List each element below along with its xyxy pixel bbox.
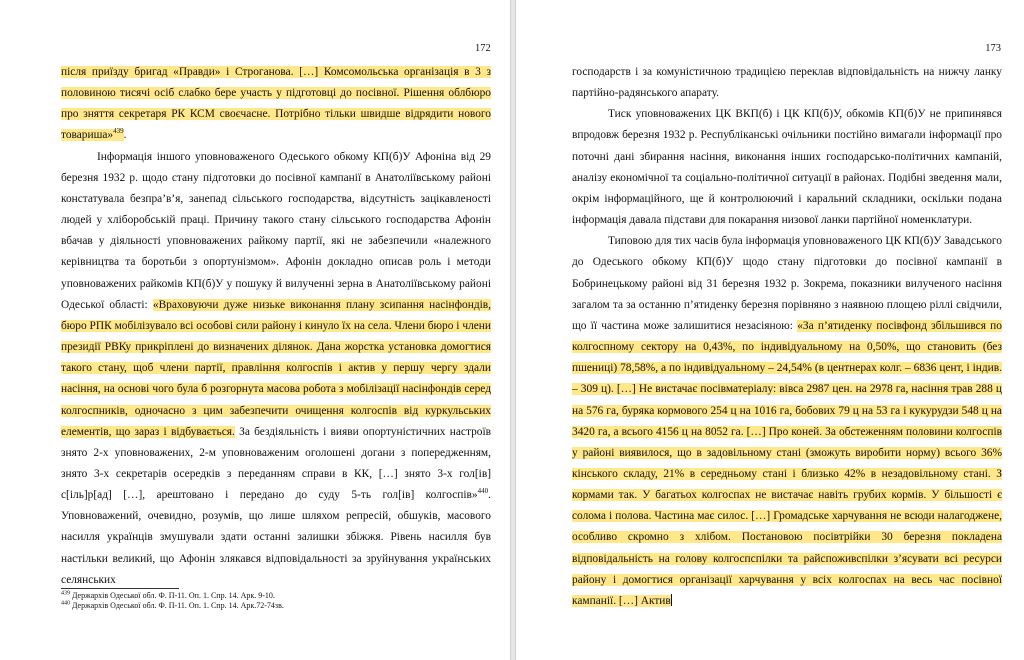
- footnote-number: 439: [61, 590, 70, 597]
- page-number: 172: [475, 43, 491, 54]
- paragraph: [61, 62, 491, 147]
- right-page: [515, 0, 1024, 660]
- text-run: .: [123, 129, 127, 142]
- paragraph: [61, 147, 491, 591]
- footnote-text: Держархів Одеської обл. Ф. П-11. Оп. 1. Спр. 14. Арк.72-74зв.: [70, 601, 284, 610]
- text-run: Інформація іншого уповноваженого Одеського обкому КП(б)У Афоніна від 29 березня 1932 р. щодо стану підготовки до посівної кампанії в Анатоліївському районі констатувала безпра’в’я, занепад сільського господарства, відсутність зацікавленості людей у хліборобській праці. Причину такого стану сільського господарства Афонін вбачав у діяльності уповноважених райкому партії, які не забезпечили «належного керівництва та боротьби з опортунізмом». Афонін докладно описав роль і методи уповноважених райкомів КП(б)У у пошуку й вилученні зерна в Анатоліївському районі Одеської області:: [61, 150, 491, 311]
- footnote-ref[interactable]: 439: [113, 127, 124, 136]
- paragraph: [572, 231, 1002, 612]
- highlighted-quote: «За п’ятиденку посівфонд збільшився по колгоспному сектору на 0,43%, по індивідуальному на 0,50%, що становить (без пшениці) 78,58%, а по індивідуальному – 24,54% (в центнерах колг. – 6836 цент, і індив. – 309 ц). […] Не вистачає посівматеріалу: вівса 2987 цен. на 2978 га, насіння трав 288 ц на 576 га, буряка кормового 254 ц на 1016 га, бобових 79 ц на 53 га і кукурудзи 548 ц на 3420 га, а всього 4156 ц на 8052 га. […] Про коней. За обстеженням половини колгоспів у районі виявилося, що в задовільному стані (зможуть виробити норму) всього 36% кінського складу, 21% в середньому стані і близько 42% в незадовільному стані. З кормами так. У багатьох колгоспах не вистачає навіть грубих кормів. У більшості є солома і полова. Частина має силос. […] Громадське харчування не всюди налагоджене, особливо скромно з хлібом. Постановою посівтрійки 30 березня покладена відповідальність на голову колгоспспілки та райспоживспілки з’ясувати всі ресурси району і домогтися організації харчування у всіх колгоспах на весь час посівної кампанії. […] Актив: [572, 319, 1002, 607]
- footnote-ref-mark: [113, 129, 124, 141]
- page-number: 173: [985, 43, 1001, 54]
- footnote: [61, 591, 491, 601]
- left-page: [0, 0, 511, 660]
- left-body-text: [61, 62, 491, 591]
- highlighted-quote: після приїзду бригад «Правди» і Строганова. […] Комсомольська організація в 3 з половиною тисячі осіб слабко бере участь у підготовці до посівної. Рішення облбюро про зняття секретаря РК КСМ своєчасне. Потрібно тільки швидше відрядити нового товариша»: [61, 66, 491, 142]
- footnote-number: 440: [61, 600, 70, 607]
- highlighted-quote: «Враховуючи дуже низьке виконання плану зсипання насінфондів, бюро РПК мобілізувало всі особові сили району і кинуло їх на села. Члени бюро і члени президії РВКу прикріплені до визначених ділянок. Дана жорстка установка домогтися такого стану, щоб члени партії, правління колгоспів і актив у першу чергу здали насіння, на основі чого була б розгорнута масова робота з мобілізації насінфондів серед колгоспників, одночасно з цим забезпечити очищення колгоспів від куркульських елементів, що зараз і відбувається.: [61, 298, 492, 438]
- footnotes: [61, 591, 491, 611]
- paragraph: Тиск уповноважених ЦК ВКП(б) і ЦК КП(б)У, обкомів КП(б)У не припинявся впродовж березня 1932 р. Республіканські очільники постійно вимагали інформації про поточні дані збирання насіння, виконання інших господарсько-політичних кампаній, аналізу економічної та соціально-політичної ситуації в районах. Подібні зведення мали, окрім інформаційного, ще й контролюючий і каральний складники, оскільки подана інформація давала підстави для покарання низової ланки партійної номенклатури.: [572, 108, 1002, 227]
- text-run: . Уповноважений, очевидно, розумів, що лише шляхом репресій, обшуків, масового насилля українців змушували здати останні залишки збіжжя. Рівень насилля був настільки великий, що Афонін злякався відповідальності за зруйнування українських селянських: [61, 489, 491, 586]
- paragraph: господарств і за комуністичною традицією переклав відповідальність на нижчу ланку партійно-радянського апарату.: [572, 66, 1002, 100]
- text-run: Типовою для тих часів була інформація уповноваженого ЦК КП(б)У Завадського до Одеського обкому КП(б)У щодо стану підготовки до посівної кампанії в Бобринецькому районі від 31 березня 1932 р. Зокрема, показники вилученого насіння загалом та за останню п’ятиденку березня порівняно з наявною площею ріллі свідчили, що її частина може залишитися незасіяною:: [572, 235, 1002, 332]
- footnote-text: Держархів Одеської обл. Ф. П-11. Оп. 1. Спр. 14. Арк. 9-10.: [70, 591, 275, 600]
- text-run: За бездіяльність і вияви опортуністичних настроїв знято 2-х уповноважених, 2-м уповноваженим оголошені догани з попередженням, знято 3-х секретарів осередків з переданням справи в КК, […] знято 3-х гол[ів] с[іль]р[ад] […], арештовано і передано до суду 5-ть гол[ів] колгоспів»: [61, 425, 492, 502]
- right-body-text: [572, 62, 1002, 612]
- text-cursor: [671, 594, 672, 606]
- footnote-ref[interactable]: 440: [477, 487, 489, 496]
- footnote: [61, 601, 491, 611]
- footnote-divider: [61, 588, 179, 589]
